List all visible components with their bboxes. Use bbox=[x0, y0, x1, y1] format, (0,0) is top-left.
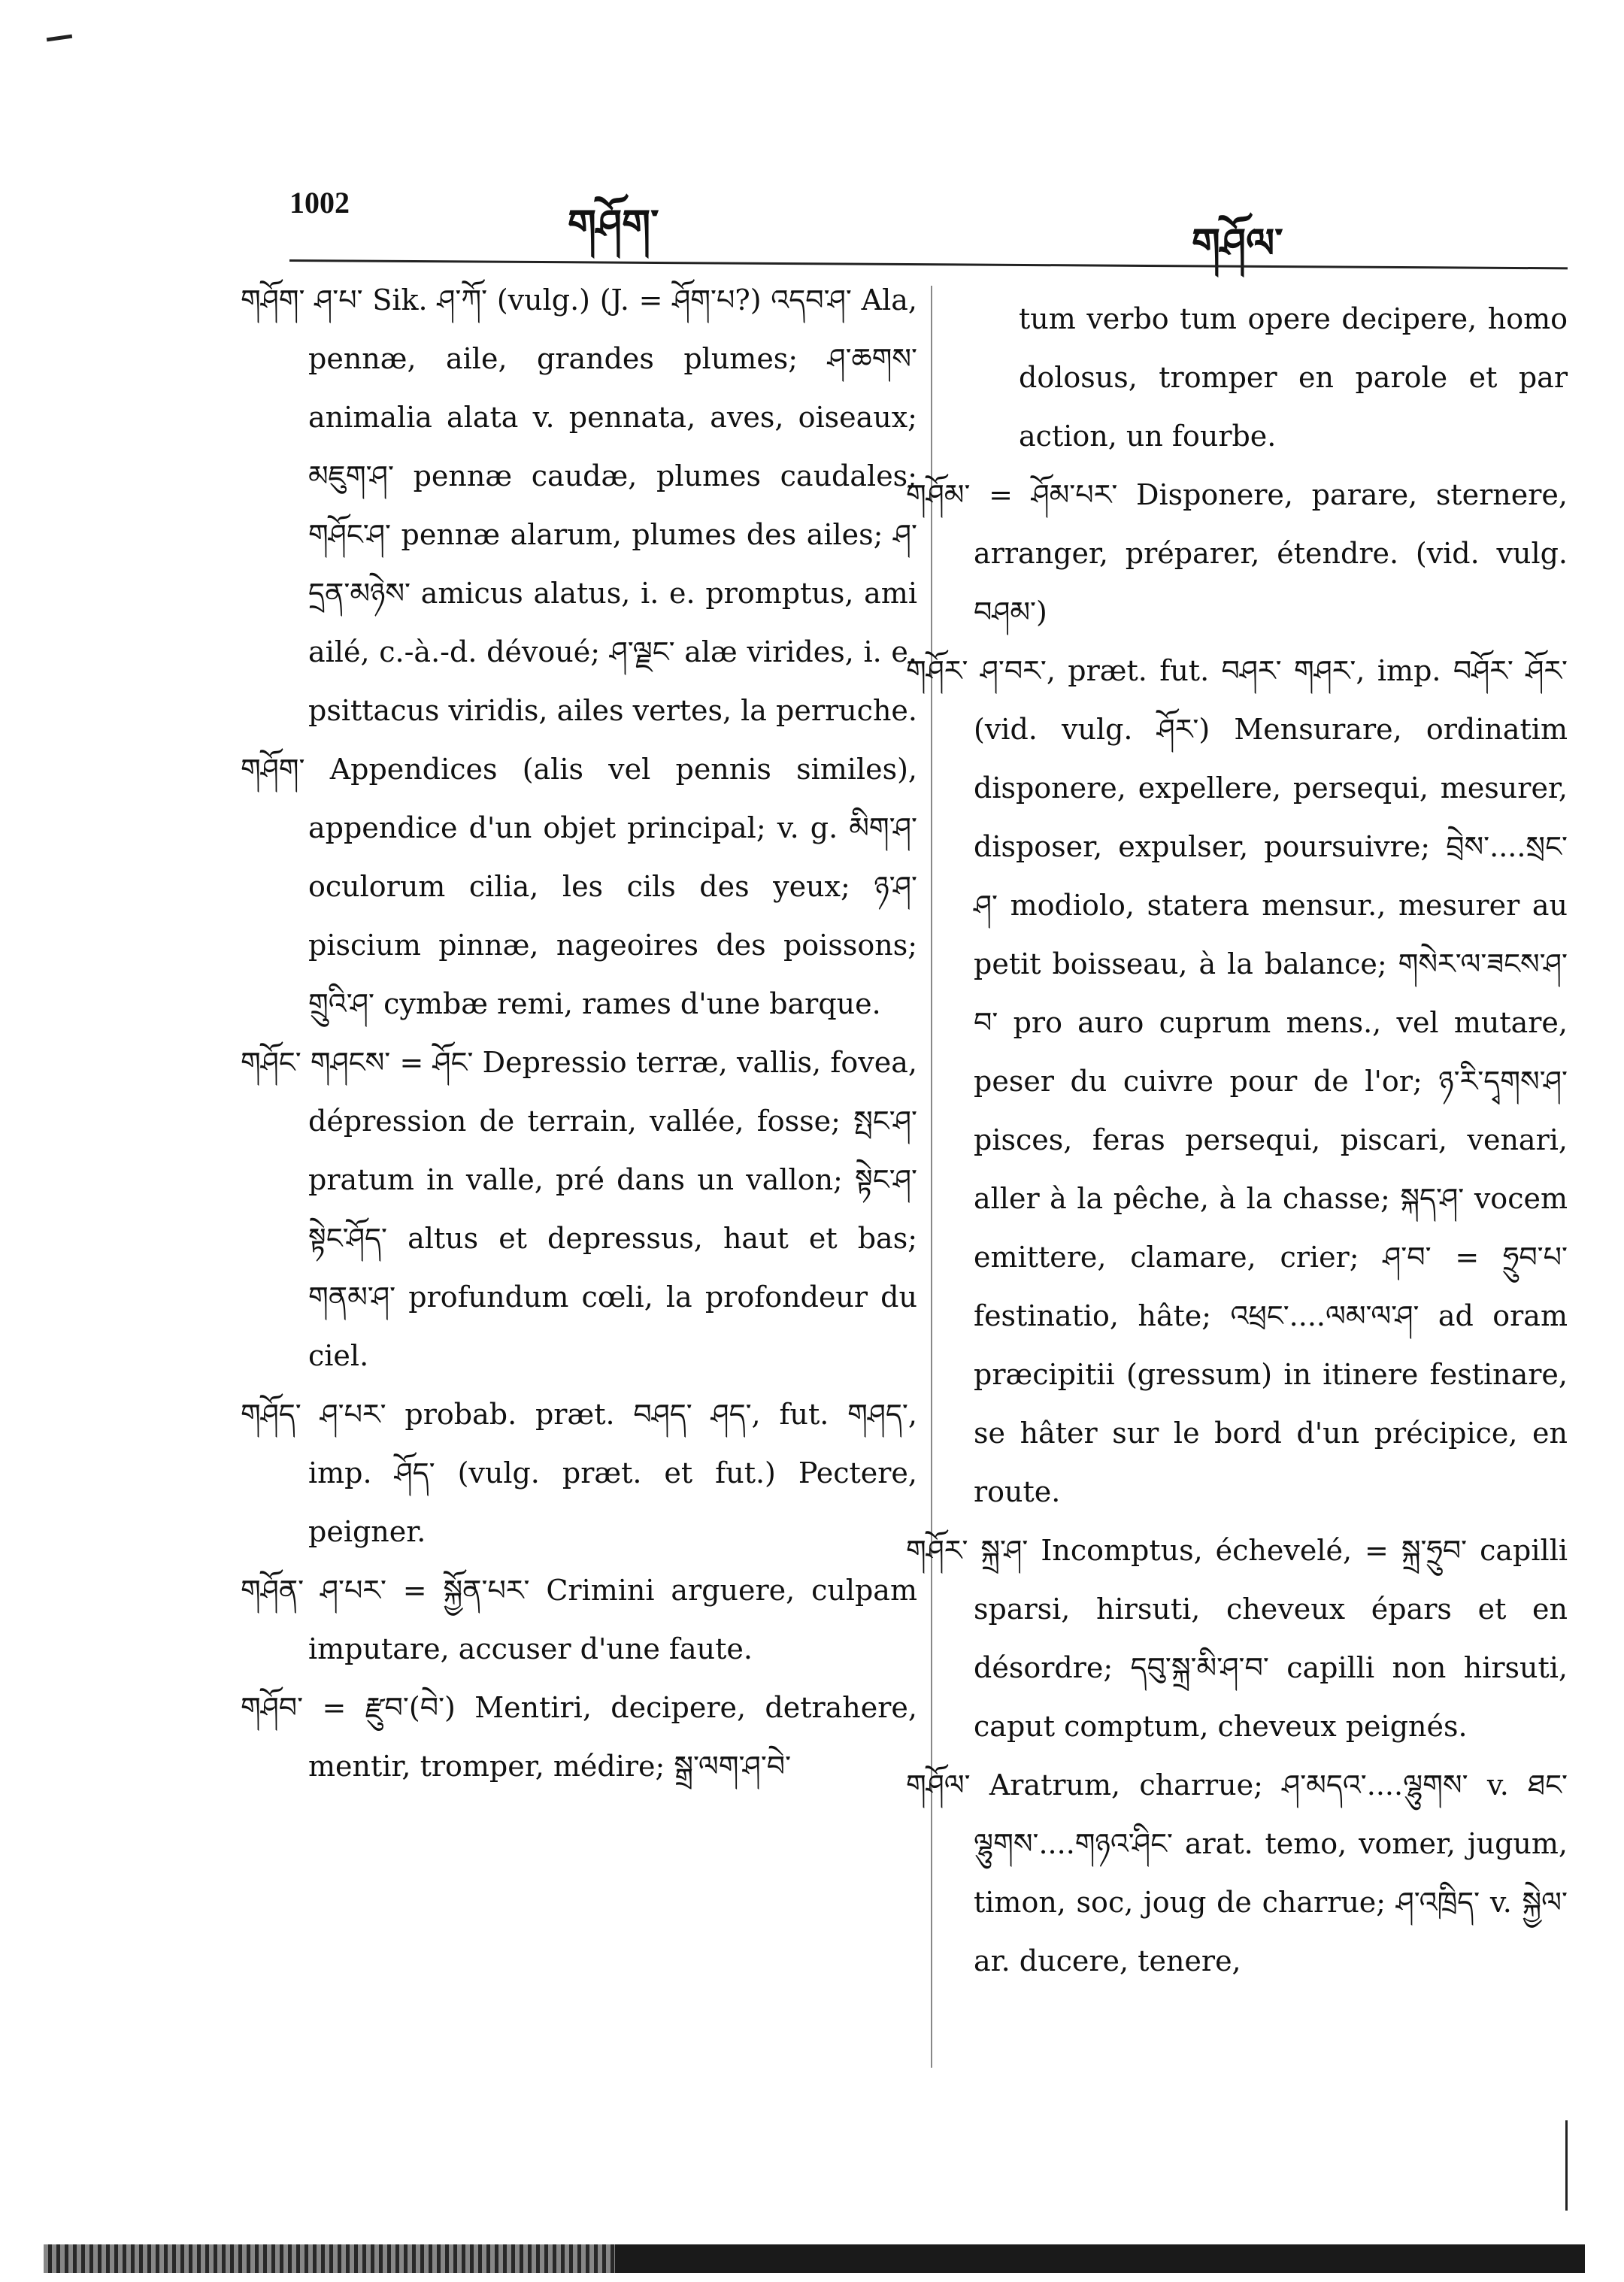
entry-text: གཤོག་ Appendices (alis vel pennis similes), appendice d'un objet principal; v. g. མིག་ཤ་ oculorum cilia, les cils des yeux; ཉ་ཤ་ piscium pinnæ, nageoires des poissons; གྲུའི་ཤ་ cymbæ remi, rames d'une barque. bbox=[241, 753, 917, 1020]
entry-text: གཤོད་ ཤ་པར་ probab. præt. བཤད་ ཤད་, fut. གཤད་, imp. ཤོད་ (vulg. præt. et fut.) Pectere, peigner. bbox=[241, 1398, 917, 1548]
head-word-right: གཤོལ་ bbox=[1192, 220, 1283, 267]
dictionary-entry bbox=[241, 1678, 917, 1796]
head-word-left: གཤོག་ bbox=[568, 201, 659, 248]
entry-text: གཤོབ་ = རྫུབ་(བེ་) Mentiri, decipere, detrahere, mentir, tromper, médire; སྒྲ་ལག་ཤ་བེ་ bbox=[241, 1691, 917, 1783]
dictionary-entry bbox=[241, 1561, 917, 1678]
entry-text: གཤོར་ སྐྲ་ཤ་ Incomptus, échevelé, = སྐྲ་ཧྲུབ་ capilli sparsi, hirsuti, cheveux épars et en désordre; དབུ་སྐྲ་མི་ཤ་བ་ capilli non hirsuti, caput comptum, cheveux peignés. bbox=[906, 1534, 1568, 1743]
dictionary-entry bbox=[241, 740, 917, 1033]
dictionary-entry bbox=[906, 641, 1568, 1521]
entry-text: གཤོལ་ Aratrum, charrue; ཤ་མདའ་....ལྷུགས་ v. ཐང་ལྷུགས་....གཉའ་ཤིང་ arat. temo, vomer, jugum, timon, soc, joug de charrue; ཤ་འཁྲིད་ v. སྐྱེལ་ ar. ducere, tenere, bbox=[906, 1768, 1568, 1977]
entry-text: གཤོང་ གཤངས་ = ཤོང་ Depressio terræ, vallis, fovea, dépression de terrain, vallée, fosse; སྤང་ཤ་ pratum in valle, pré dans un vallon; སྟེང་ཤ་ སྟེང་ཤོད་ altus et depressus, haut et bas; གནམ་ཤ་ profundum cœli, la profondeur du ciel. bbox=[241, 1046, 917, 1372]
dictionary-entry bbox=[906, 1756, 1568, 1990]
dictionary-entry bbox=[906, 465, 1568, 641]
dictionary-entry-continued bbox=[906, 289, 1568, 465]
entry-text: tum verbo tum opere decipere, homo dolosus, tromper en parole et par action, un fourbe. bbox=[1019, 302, 1568, 453]
entry-text: གཤོར་ ཤ་བར་, præt. fut. བཤར་ གཤར་, imp. བཤོར་ ཤོར་ (vid. vulg. ཤོར་) Mensurare, ordinatim disponere, expellere, persequi, mesurer, disposer, expulser, poursuivre; བྲེས་....སྲང་ཤ་ modiolo, statera mensur., mesurer au petit boisseau, à la balance; གསེར་ལ་ཟངས་ཤ་བ་ pro auro cuprum mens., vel mutare, peser du cuivre pour de l'or; ཉ་རི་དྭགས་ཤ་ pisces, feras persequi, piscari, venari, aller à la pêche, à la chasse; སྐད་ཤ་ vocem emittere, clamare, crier; ཤ་བ་ = ཧྲུབ་པ་ festinatio, hâte; འཕྲང་....ལམ་ལ་ཤ་ ad oram præcipitii (gressum) in itinere festinare, se hâter sur le bord d'un précipice, en route. bbox=[906, 654, 1568, 1508]
dictionary-entry bbox=[241, 271, 917, 740]
left-column bbox=[241, 271, 917, 1796]
entry-text: གཤོན་ ཤ་པར་ = སྐྱོན་པར་ Crimini arguere, culpam imputare, accuser d'une faute. bbox=[241, 1574, 917, 1665]
entry-text: གཤོམ་ = ཤོམ་པར་ Disponere, parare, sternere, arranger, préparer, étendre. (vid. vulg. བཤམ་) bbox=[906, 478, 1568, 629]
right-column bbox=[906, 289, 1568, 1990]
entry-text: གཤོག་ ཤ་པ་ Sik. ཤ་ཀོ་ (vulg.) (J. = ཤོག་པ?) འདབ་ཤ་ Ala, pennæ, aile, grandes plumes; ཤ་ཆགས་ animalia alata v. pennata, aves, oiseaux; མཇུག་ཤ་ pennæ caudæ, plumes caudales; གཤོང་ཤ་ pennæ alarum, plumes des ailes; ཤ་དྲན་མཉེས་ amicus alatus, i. e. promptus, ami ailé, c.-à.-d. dévoué; ཤ་ལྗང་ alæ virides, i. e. psittacus viridis, ailes vertes, la perruche. bbox=[241, 283, 917, 727]
scan-border-texture bbox=[44, 2244, 615, 2273]
dictionary-entry bbox=[241, 1385, 917, 1561]
scan-mark bbox=[47, 35, 72, 42]
dictionary-entry bbox=[906, 1521, 1568, 1756]
page-number: 1002 bbox=[289, 186, 350, 220]
dictionary-entry bbox=[241, 1033, 917, 1385]
running-head bbox=[289, 179, 1568, 267]
margin-mark bbox=[1565, 2120, 1568, 2211]
header-rule bbox=[289, 259, 1568, 269]
